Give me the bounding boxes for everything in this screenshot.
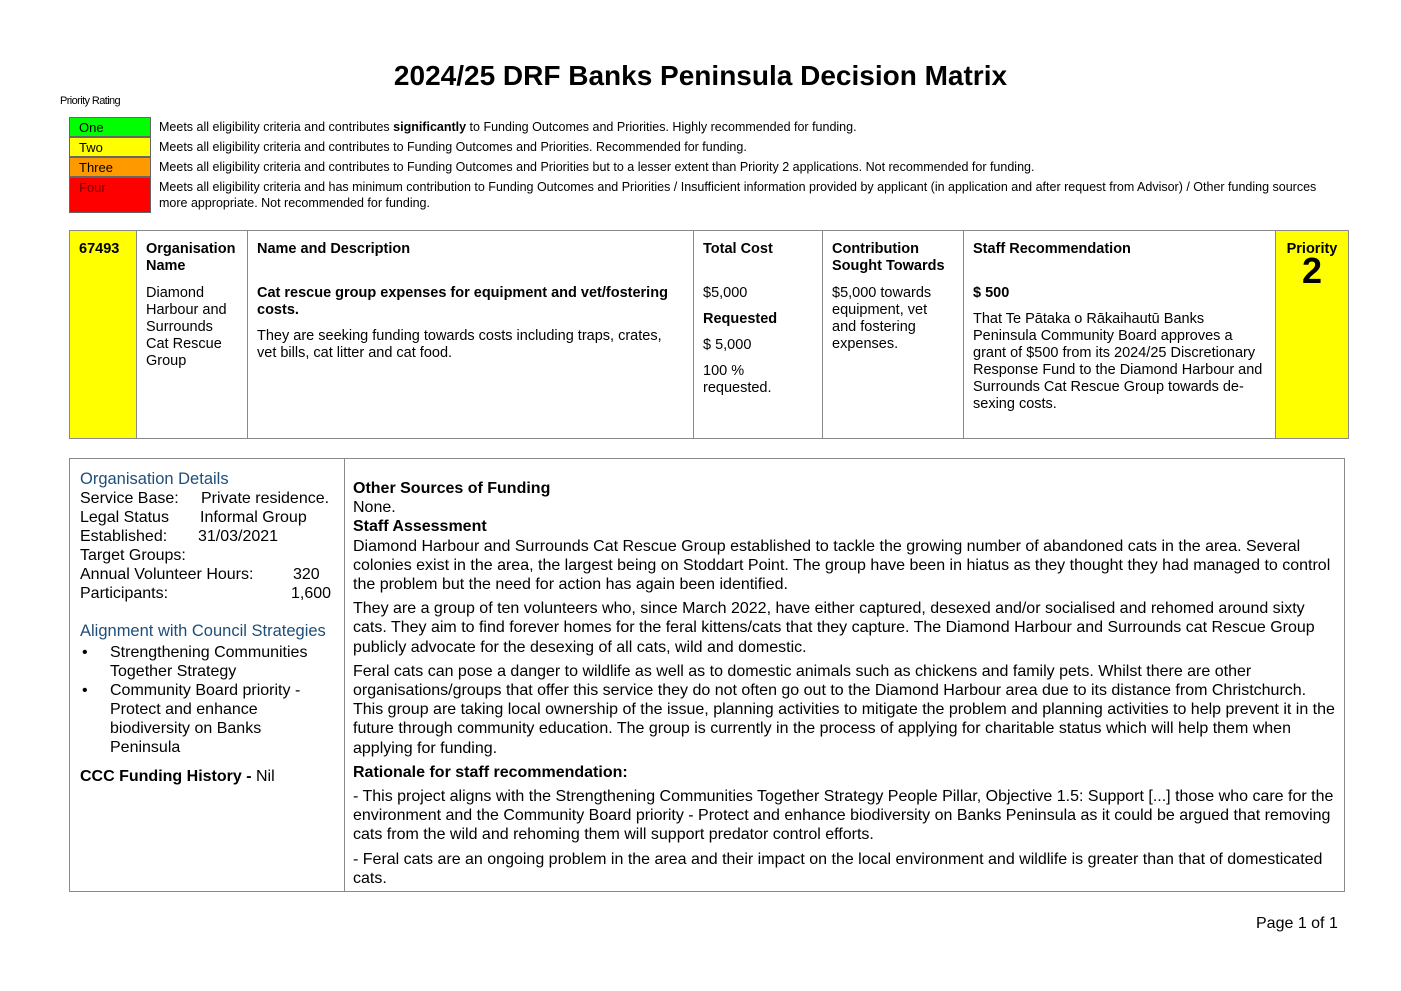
legend-text-three: Meets all eligibility criteria and contributes to Funding Outcomes and Priorities but to a lesser extent than Priority 2 applications. Not recommended for funding. — [159, 160, 1035, 174]
legend-text-one — [151, 117, 1321, 135]
other-sources-title: Other Sources of Funding — [353, 480, 551, 497]
established-value: 31/03/2021 — [198, 528, 279, 545]
list-item — [80, 643, 334, 681]
organisation-cell — [137, 231, 248, 439]
legend-row-one — [69, 117, 1329, 137]
contribution-cell — [823, 231, 964, 439]
matrix-row — [70, 231, 1349, 439]
organisation-details-title: Organisation Details — [80, 470, 229, 488]
assessment-paragraph: Diamond Harbour and Surrounds Cat Rescue Group established to tackle the growing number of abandoned cats in the area. Several colonies exist in the area, the largest being on Stoddart Point. The group have been in hiatus as they thought they had managed to control the problem but the need for action has again been identified. — [353, 537, 1331, 594]
organisation-name: Diamond Harbour and Surrounds Cat Rescue Group — [146, 285, 227, 369]
legal-status-row — [80, 508, 334, 527]
volunteer-hours-value: 320 — [293, 566, 320, 583]
total-cost-header: Total Cost — [703, 241, 773, 257]
decision-matrix-table — [69, 230, 1349, 439]
alignment-item-text: Community Board priority - Protect and enhance biodiversity on Banks Peninsula — [110, 682, 301, 756]
staff-assessment-title: Staff Assessment — [353, 518, 487, 536]
funding-history — [80, 767, 334, 786]
legend-row-three — [69, 157, 1329, 177]
legend-text-one-bold: significantly — [393, 120, 467, 134]
page-title: 2024/25 DRF Banks Peninsula Decision Matrix — [393, 60, 1008, 91]
funding-history-label: CCC Funding History - — [80, 768, 256, 785]
service-base-row — [80, 489, 334, 508]
recommendation-text: That Te Pātaka o Rākaihautū Banks Peninsula Community Board approves a grant of $500 from its 2024/25 Discretionary Response Fund to the Diamond Harbour and Surrounds Cat Rescue Group towards de-sexing costs. — [973, 311, 1263, 412]
legend-row-two — [69, 137, 1329, 157]
target-groups-label: Target Groups: — [80, 547, 186, 564]
legend-row-four — [69, 177, 1329, 213]
service-base-value: Private residence. — [201, 490, 330, 507]
details-panel — [69, 458, 1345, 892]
application-id: 67493 — [79, 241, 120, 257]
legend-text-two: Meets all eligibility criteria and contributes to Funding Outcomes and Priorities. Recommended for funding. — [159, 140, 747, 154]
priority-header: Priority — [1286, 241, 1338, 257]
volunteer-hours-label: Annual Volunteer Hours: — [80, 566, 254, 583]
application-id-cell — [70, 231, 137, 439]
legend-text-one-pre: Meets all eligibility criteria and contributes — [159, 120, 394, 134]
recommendation-amount: $ 500 — [973, 285, 1010, 301]
requested-percent: 100 % requested. — [703, 363, 772, 396]
assessment-paragraph: Feral cats can pose a danger to wildlife as well as to domestic animals such as chickens and family pets. Whilst there are other organisations/groups that offer this service they do not often go out to the Diamond Harbour area due to its distance from Christchurch. This group are taking local ownership of the issue, planning activities to mitigate the problem and planning activities to help prevent it in the future through community education. The group is currently in the process of applying for charitable status which will help them when applying for funding. — [353, 662, 1335, 757]
funding-history-value: Nil — [255, 768, 275, 785]
total-cost-value: $5,000 — [703, 285, 748, 301]
bullet-icon: • — [82, 644, 88, 661]
rationale-paragraph: - Feral cats are an ongoing problem in the area and their impact on the local environment and wildlife is greater than that of domesticated cats. — [353, 850, 1323, 887]
description-cell — [248, 231, 694, 439]
priority-value: 2 — [1301, 250, 1323, 291]
description-body: They are seeking funding towards costs including traps, crates, vet bills, cat litter and cat food. — [257, 328, 662, 361]
contribution-header: Contribution Sought Towards — [832, 241, 945, 274]
established-label: Established: — [80, 528, 168, 545]
target-groups-row — [80, 546, 334, 565]
legend-text-one-post: to Funding Outcomes and Priorities. Highly recommended for funding. — [466, 120, 857, 134]
requested-label: Requested — [703, 311, 778, 327]
rationale-title: Rationale for staff recommendation: — [353, 763, 628, 781]
organisation-header: Organisation Name — [146, 241, 236, 274]
assessment-column — [345, 459, 1344, 891]
legend-swatch-one: One — [69, 117, 151, 137]
alignment-title: Alignment with Council Strategies — [80, 622, 326, 640]
staff-recommendation-cell — [964, 231, 1276, 439]
legend-text-four: Meets all eligibility criteria and has minimum contribution to Funding Outcomes and Priorities / Insufficient information provided by applicant (in application and after request from Advisor) / Other funding sources more appropriate. Not recommended for funding. — [159, 180, 1317, 210]
priority-legend — [69, 117, 1329, 213]
assessment-paragraph: They are a group of ten volunteers who, since March 2022, have either captured, desexed and/or socialised and rehomed around sixty cats. They aim to find forever homes for the feral kittens/cats that they capture. The Diamond Harbour and Surrounds cat Rescue Group publicly advocate for the desexing of all cats, wild and domestic. — [353, 600, 1315, 656]
legal-status-value: Informal Group — [200, 509, 307, 526]
organisation-details-column — [70, 459, 345, 891]
other-sources-value: None. — [353, 499, 396, 517]
participants-value: 1,600 — [291, 585, 332, 602]
legend-swatch-two: Two — [69, 137, 151, 157]
description-title: Cat rescue group expenses for equipment and vet/fostering costs. — [257, 285, 668, 318]
requested-amount: $ 5,000 — [703, 337, 752, 353]
established-row — [80, 527, 334, 546]
staff-recommendation-header: Staff Recommendation — [973, 241, 1131, 257]
volunteer-hours-row — [80, 565, 334, 584]
bullet-icon: • — [82, 682, 88, 699]
legend-swatch-four: Four — [69, 177, 151, 213]
participants-label: Participants: — [80, 585, 169, 602]
priority-rating-label: Priority Rating — [60, 95, 121, 107]
legend-swatch-three: Three — [69, 157, 151, 177]
alignment-list — [80, 643, 334, 757]
participants-row — [80, 584, 334, 603]
legal-status-label: Legal Status — [80, 509, 169, 526]
service-base-label: Service Base: — [80, 490, 179, 507]
rationale-paragraph: - This project aligns with the Strengthening Communities Together Strategy People Pillar, Objective 1.5: Support [...] those who care for the environment and the Community Board priority - Protect and enhance biodiversity on Banks Peninsula as it could be argued that removing cats from the wild and rehoming them will support predator control efforts. — [353, 788, 1334, 844]
contribution-text: $5,000 towards equipment, vet and fostering expenses. — [832, 285, 932, 352]
total-cost-cell — [694, 231, 823, 439]
description-header: Name and Description — [257, 241, 411, 257]
page-number: Page 1 of 1 — [1256, 915, 1338, 932]
list-item — [80, 681, 334, 757]
alignment-item-text: Strengthening Communities Together Strategy — [110, 644, 308, 680]
priority-cell — [1276, 231, 1349, 439]
